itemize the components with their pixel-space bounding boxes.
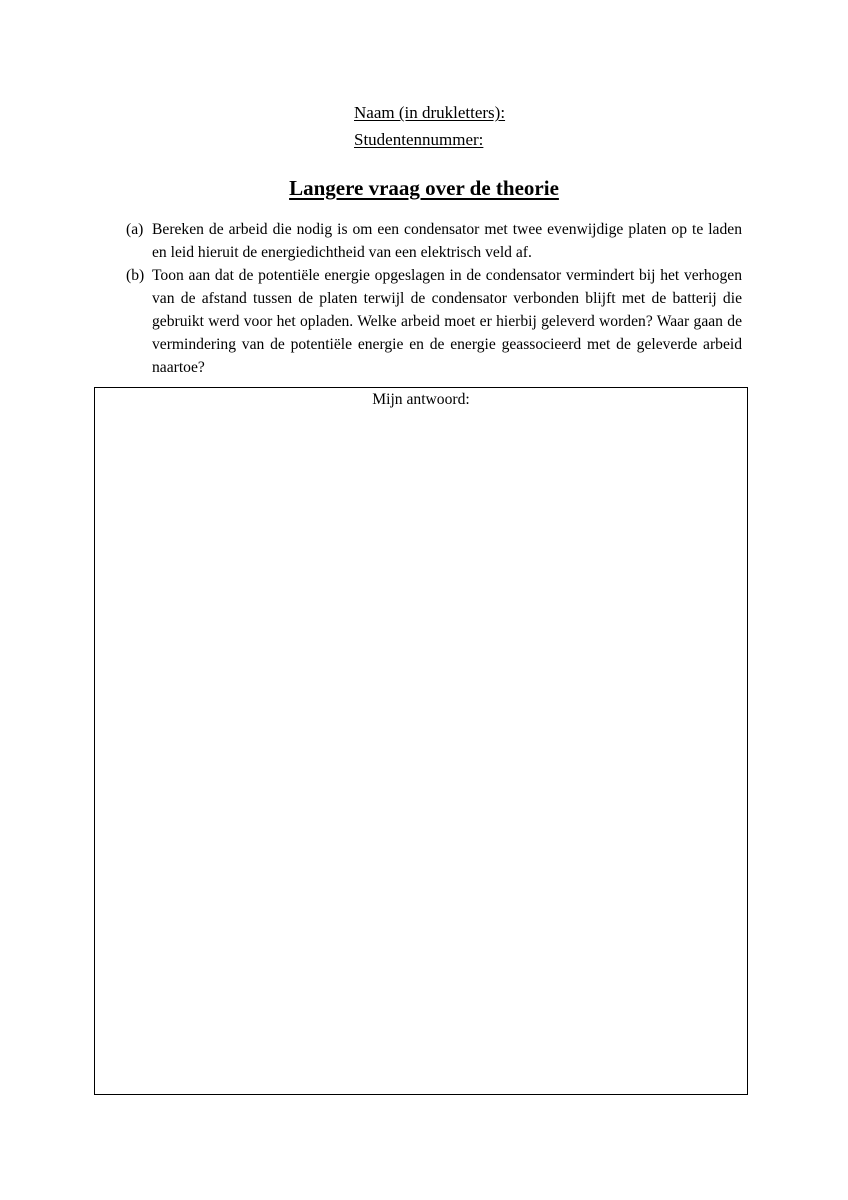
student-number-label: Studentennummer: <box>354 130 484 149</box>
name-label: Naam (in drukletters): <box>354 103 506 122</box>
question-b-text: Toon aan dat de potentiële energie opgeslagen in de condensator vermindert bij het verhogen van de afstand tussen de platen terwijl de condensator verbonden blijft met de batterij die gebruikt werd voor het opladen. Welke arbeid moet er hierbij geleverd worden? Waar gaan de vermindering van de potentiële energie en de energie geassocieerd met de geleverde arbeid naartoe? <box>152 267 742 376</box>
page-title: Langere vraag over de theorie <box>289 176 559 200</box>
answer-box[interactable] <box>94 387 748 1095</box>
question-a-text: Bereken de arbeid die nodig is om een condensator met twee evenwijdige platen op te laden en leid hieruit de energiedichtheid van een elektrisch veld af. <box>152 221 742 261</box>
question-b <box>126 264 742 379</box>
question-a-marker: (a) <box>126 221 144 238</box>
answer-box-label: Mijn antwoord: <box>372 391 470 408</box>
question-b-marker: (b) <box>126 267 145 284</box>
question-a <box>126 218 742 264</box>
